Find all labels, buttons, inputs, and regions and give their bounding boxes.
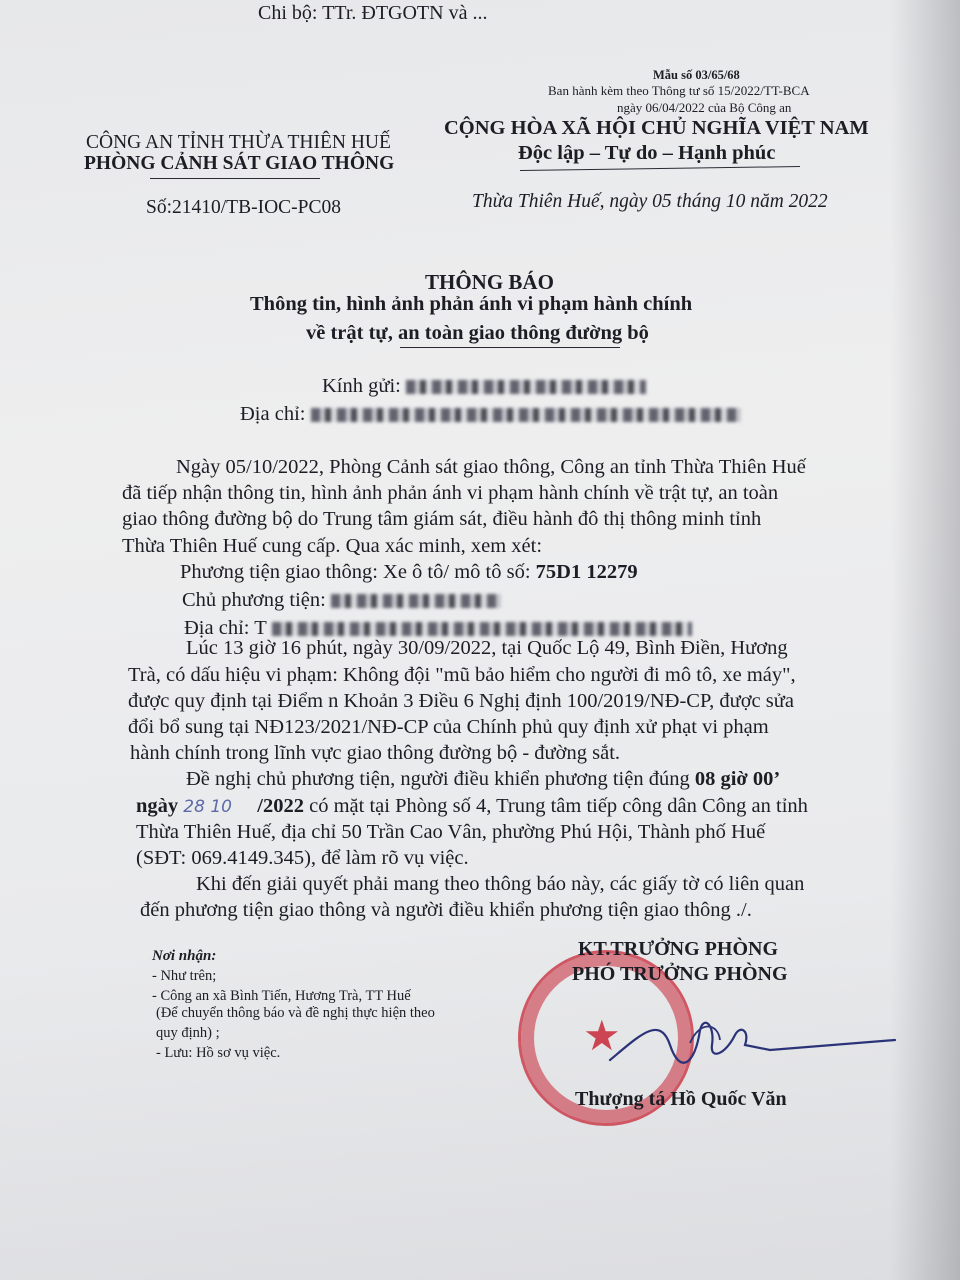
para3-line3: Thừa Thiên Huế, địa chỉ 50 Trần Cao Vân, phường Phú Hội, Thành phố Huế bbox=[136, 821, 766, 843]
para2-line4: đổi bổ sung tại NĐ123/2021/NĐ-CP của Chính phủ quy định xử phạt vi phạm bbox=[128, 716, 769, 738]
recipient-address-row bbox=[240, 403, 741, 426]
recipient-row bbox=[322, 375, 646, 398]
para2-line5: hành chính trong lĩnh vực giao thông đường bộ - đường sắt. bbox=[130, 742, 621, 764]
para1-line3: giao thông đường bộ do Trung tâm giám sát, điều hành đô thị thông minh tỉnh bbox=[122, 508, 762, 530]
recipient-address-label: Địa chỉ: bbox=[240, 403, 306, 425]
appointment-year: /2022 bbox=[257, 795, 304, 817]
place-date: Thừa Thiên Huế, ngày 05 tháng 10 năm 2022 bbox=[472, 191, 828, 212]
para3-location: có mặt tại Phòng số 4, Trung tâm tiếp công dân Công an tỉnh bbox=[303, 795, 808, 817]
appointment-day-label: ngày bbox=[136, 795, 179, 817]
owner-address-label: Địa chỉ: T bbox=[184, 617, 267, 639]
recipient-item-2: - Công an xã Bình Tiến, Hương Trà, TT Huế bbox=[152, 988, 411, 1004]
seal-star-icon: ★ bbox=[583, 1011, 621, 1060]
recipient-item-4: quy định) ; bbox=[156, 1025, 220, 1041]
signer-name: Thượng tá Hồ Quốc Văn bbox=[575, 1088, 787, 1110]
para1-line4: Thừa Thiên Huế cung cấp. Qua xác minh, xem xét: bbox=[122, 535, 543, 557]
country-name: CỘNG HÒA XÃ HỘI CHỦ NGHĨA VIỆT NAM bbox=[444, 117, 869, 139]
recipients-title: Nơi nhận: bbox=[152, 948, 217, 964]
vehicle-plate: 75D1 12279 bbox=[535, 561, 638, 583]
recipient-item-5: - Lưu: Hồ sơ vụ việc. bbox=[156, 1045, 281, 1061]
form-reference-1: Ban hành kèm theo Thông tư số 15/2022/TT-BCA bbox=[548, 83, 810, 98]
recipient-label: Kính gửi: bbox=[322, 375, 401, 397]
agency-name: CÔNG AN TỈNH THỪA THIÊN HUẾ bbox=[86, 132, 391, 153]
top-note: Chi bộ: TTr. ĐTGOTN và ... bbox=[258, 2, 488, 24]
owner-label: Chủ phương tiện: bbox=[182, 589, 326, 611]
handwritten-signature bbox=[600, 1005, 900, 1075]
redacted-address bbox=[311, 408, 741, 422]
handwritten-date: 28 10 bbox=[183, 797, 232, 817]
form-reference-2: ngày 06/04/2022 của Bộ Công an bbox=[617, 100, 792, 115]
form-number: Mẫu số 03/65/68 bbox=[653, 68, 740, 82]
recipient-item-3: (Để chuyển thông báo và đề nghị thực hiện theo bbox=[156, 1005, 435, 1021]
para2-line1: Lúc 13 giờ 16 phút, ngày 30/09/2022, tại Quốc Lộ 49, Bình Điền, Hương bbox=[186, 637, 788, 659]
document-title: THÔNG BÁO bbox=[425, 270, 554, 294]
para3-line1 bbox=[186, 768, 780, 791]
title-underline bbox=[400, 347, 620, 348]
department-name: PHÒNG CẢNH SÁT GIAO THÔNG bbox=[84, 153, 395, 174]
redacted-owner-address bbox=[272, 622, 692, 636]
page-shadow bbox=[890, 0, 960, 1280]
para4-line2: đến phương tiện giao thông và người điều khiển phương tiện giao thông ./. bbox=[140, 899, 752, 921]
signature-title-1: KT.TRƯỞNG PHÒNG bbox=[578, 938, 778, 960]
signature-title-2: PHÓ TRƯỞNG PHÒNG bbox=[572, 963, 788, 985]
para1-line2: đã tiếp nhận thông tin, hình ảnh phản ánh vi phạm hành chính về trật tự, an toàn bbox=[122, 482, 779, 504]
agency-underline bbox=[150, 178, 320, 179]
para3-line2 bbox=[136, 795, 808, 818]
para2-line3: được quy định tại Điểm n Khoản 3 Điều 6 Nghị định 100/2019/NĐ-CP, được sửa bbox=[128, 690, 794, 712]
para1-line1: Ngày 05/10/2022, Phòng Cảnh sát giao thông, Công an tỉnh Thừa Thiên Huế bbox=[176, 456, 806, 478]
para3-line4: (SĐT: 069.4149.345), để làm rõ vụ việc. bbox=[136, 847, 469, 869]
document-subtitle-1: Thông tin, hình ảnh phản ánh vi phạm hành chính bbox=[250, 293, 693, 315]
redacted-owner bbox=[331, 594, 501, 608]
country-motto: Độc lập – Tự do – Hạnh phúc bbox=[518, 142, 776, 164]
vehicle-row bbox=[180, 561, 638, 584]
document-subtitle-2: về trật tự, an toàn giao thông đường bộ bbox=[306, 322, 649, 344]
document-number: Số:21410/TB-IOC-PC08 bbox=[146, 197, 342, 218]
redacted-recipient bbox=[406, 380, 646, 394]
para3-text: Đề nghị chủ phương tiện, người điều khiển phương tiện đúng bbox=[186, 768, 695, 790]
para4-line1: Khi đến giải quyết phải mang theo thông báo này, các giấy tờ có liên quan bbox=[196, 873, 805, 895]
vehicle-label: Phương tiện giao thông: Xe ô tô/ mô tô số: bbox=[180, 561, 536, 583]
appointment-time: 08 giờ 00’ bbox=[694, 768, 781, 790]
recipient-item-1: - Như trên; bbox=[152, 968, 217, 984]
para2-line2: Trà, có dấu hiệu vi phạm: Không đội "mũ bảo hiểm cho người đi mô tô, xe máy", bbox=[128, 664, 796, 686]
owner-row bbox=[182, 589, 501, 612]
